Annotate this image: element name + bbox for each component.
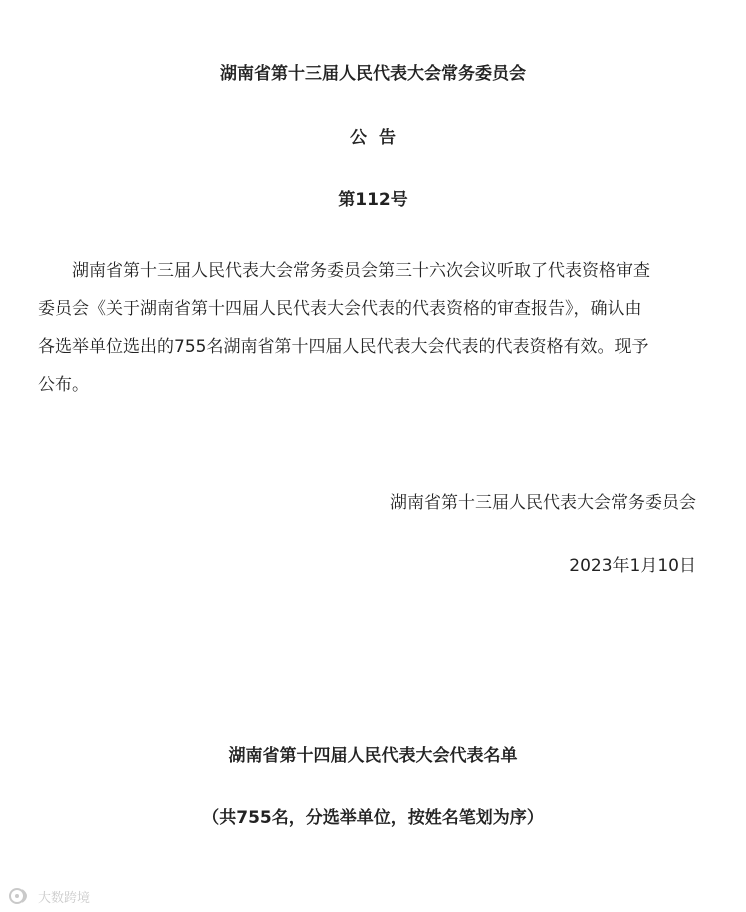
body-line: 委员会《关于湖南省第十四届人民代表大会代表的代表资格的审查报告》，确认由 (38, 299, 642, 319)
issuer-signature: 湖南省第十三届人民代表大会常务委员会 (390, 493, 696, 513)
list-title: 湖南省第十四届人民代表大会代表名单 (228, 746, 518, 766)
body-line: 各选举单位选出的755名湖南省第十四届人民代表大会代表的代表资格有效。现予 (38, 337, 649, 357)
body-line: 公布。 (38, 375, 89, 395)
notice-number: 第112号 (338, 190, 408, 210)
body-line: 湖南省第十三届人民代表大会常务委员会第三十六次会议听取了代表资格审查 (72, 261, 650, 281)
org-title: 湖南省第十三届人民代表大会常务委员会 (220, 64, 526, 84)
issue-date: 2023年1月10日 (569, 556, 696, 576)
notice-body (38, 252, 698, 404)
list-subtitle: （共755名，分选举单位，按姓名笔划为序） (202, 808, 544, 828)
brand-logo-icon (8, 886, 34, 906)
watermark (8, 886, 90, 906)
watermark-text: 大数跨境 (38, 890, 91, 906)
notice-title: 公告 (350, 128, 408, 148)
